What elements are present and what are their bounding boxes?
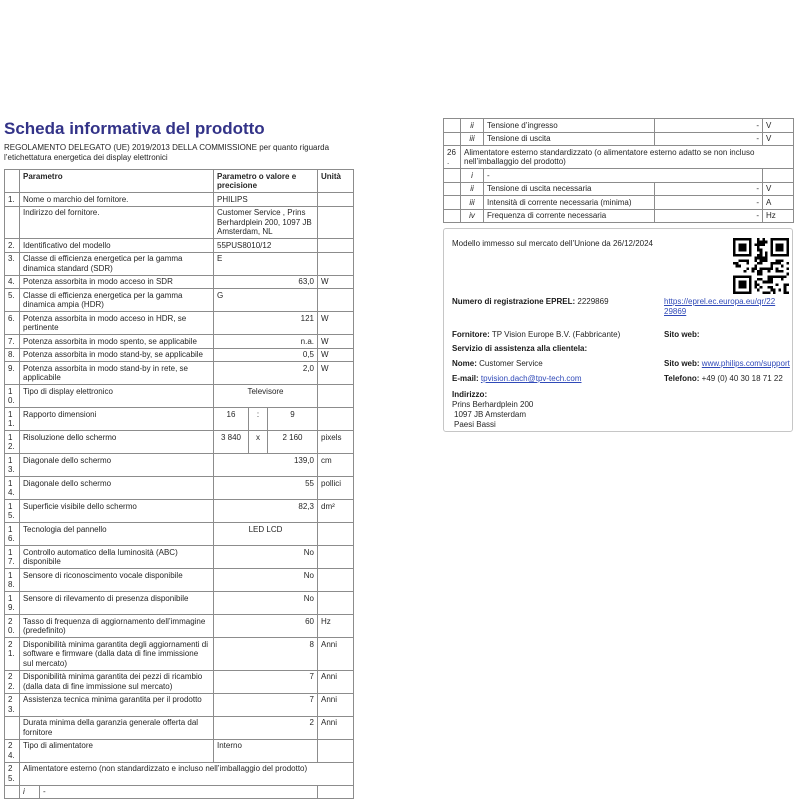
table-row: 4. Potenza assorbita in modo acceso in SDR 63,0 W — [5, 275, 354, 289]
nome-field — [452, 359, 543, 369]
market-entry-line: Modello immesso sul mercato dell’Unione da 26/12/2024 — [452, 239, 653, 248]
header-unita: Unità — [318, 170, 354, 193]
address-line: Paesi Bassi — [454, 420, 496, 429]
header-num — [5, 170, 20, 193]
table-row: 7. Potenza assorbita in modo spento, se applicabile n.a. W — [5, 335, 354, 349]
table-row: 3. Classe di efficienza energetica per la gamma dinamica standard (SDR) E — [5, 252, 354, 275]
table-row: 25. Alimentatore esterno (non standardizzato e incluso nell’imballaggio del prodotto) — [5, 762, 354, 785]
table-row: 10. Tipo di display elettronico Televisore — [5, 385, 354, 408]
address-line: 1097 JB Amsterdam — [454, 410, 527, 419]
table-row: i - — [5, 785, 354, 799]
table-row: 14. Diagonale dello schermo 55 pollici — [5, 477, 354, 500]
service-heading: Servizio di assistenza alla clientela: — [452, 344, 588, 353]
table-row: 9. Potenza assorbita in modo stand-by in rete, se applicabile 2,0 W — [5, 362, 354, 385]
email-label: E-mail: — [452, 374, 479, 383]
eprel-registration — [452, 297, 609, 307]
table-row: 17. Controllo automatico della luminosità (ABC) disponibile No — [5, 546, 354, 569]
table-row: iii Intensità di corrente necessaria (minima) - A — [444, 196, 794, 210]
table-row: 2. Identificativo del modello 55PUS8010/12 — [5, 239, 354, 253]
table-row: 18. Sensore di riconoscimento vocale disponibile No — [5, 569, 354, 592]
page-title: Scheda informativa del prodotto — [4, 119, 265, 138]
table-row: 6. Potenza assorbita in modo acceso in HDR, se pertinente 121 W — [5, 312, 354, 335]
table-row: 21. Disponibilità minima garantita degli aggiornamenti di software e firmware (dalla data di fine immissione sul mercato) 8 Anni — [5, 638, 354, 671]
table-row: 20. Tasso di frequenza di aggiornamento dell’immagine (predefinito) 60 Hz — [5, 615, 354, 638]
indirizzo-label: Indirizzo: — [452, 390, 488, 399]
fornitore-label: Fornitore: — [452, 330, 490, 339]
parameters-table-body — [5, 193, 354, 799]
qr-code-icon — [733, 238, 789, 294]
fornitore-value: TP Vision Europe B.V. (Fabbricante) — [491, 330, 621, 339]
table-row: 16. Tecnologia del pannello LED LCD — [5, 523, 354, 546]
table-row: 26. Alimentatore esterno standardizzato (o alimentatore esterno adatto se non incluso nell’imballaggio del prodotto) — [444, 146, 794, 169]
right-column — [443, 118, 793, 223]
table-header-row — [5, 170, 354, 193]
telefono-field — [664, 374, 783, 384]
email-field — [452, 374, 582, 384]
eprel-info-box — [443, 228, 793, 432]
table-row: ii Tensione d’ingresso - V — [444, 119, 794, 133]
table-row: i - — [444, 169, 794, 183]
eprel-link-line2: 29869 — [664, 307, 687, 316]
philips-support-link[interactable]: www.philips.com/support — [701, 359, 790, 368]
table-row: 22. Disponibilità minima garantita dei pezzi di ricambio (dalla data di fine immissione sul mercato) 7 Anni — [5, 670, 354, 693]
fornitore-field — [452, 330, 620, 340]
table-row: 13. Diagonale dello schermo 139,0 cm — [5, 454, 354, 477]
table-row: Durata minima della garanzia generale offerta dal fornitore 2 Anni — [5, 716, 354, 739]
regulation-subtitle: REGOLAMENTO DELEGATO (UE) 2019/2013 DELLA COMMISSIONE per quanto riguarda l’etichettatura energetica dei display elettronici — [4, 143, 330, 162]
table-row: ii Tensione di uscita necessaria - V — [444, 182, 794, 196]
table-row: iii Tensione di uscita - V — [444, 132, 794, 146]
parameters-table — [4, 169, 354, 799]
table-row: 12. Risoluzione dello schermo 3 840 x 2 160 pixels — [5, 431, 354, 454]
nome-label: Nome: — [452, 359, 477, 368]
table-row: 23. Assistenza tecnica minima garantita per il prodotto 7 Anni — [5, 693, 354, 716]
eprel-number: 2229869 — [577, 297, 609, 306]
table-row: Indirizzo del fornitore. Customer Service , Prins Berhardplein 200, 1097 JB Amsterdam, NL — [5, 206, 354, 239]
eprel-link-line1: https://eprel.ec.europa.eu/qr/22 — [664, 297, 776, 306]
address-block — [452, 400, 533, 430]
address-line: Prins Berhardplein 200 — [452, 400, 534, 409]
parameters-table-continued-body — [444, 119, 794, 223]
left-column — [4, 118, 354, 799]
email-link[interactable]: tpvision.dach@tpv-tech.com — [480, 374, 582, 383]
sito-web-field-1 — [664, 330, 700, 340]
parameters-table-continued — [443, 118, 794, 223]
table-row: 15. Superficie visibile dello schermo 82,3 dm² — [5, 500, 354, 523]
header-valore: Parametro o valore e precisione — [214, 170, 318, 193]
telefono-value: +49 (0) 40 30 18 71 22 — [701, 374, 783, 383]
header-parametro: Parametro — [20, 170, 214, 193]
sub-item-index: i — [20, 786, 40, 799]
table-row: 11. Rapporto dimensioni 16 : 9 — [5, 408, 354, 431]
table-row: 5. Classe di efficienza energetica per la gamma dinamica ampia (HDR) G — [5, 289, 354, 312]
table-row: 1. Nome o marchio del fornitore. PHILIPS — [5, 193, 354, 207]
sito-web-label-2: Sito web: — [664, 359, 700, 368]
eprel-qr-link[interactable] — [664, 297, 775, 317]
table-row: 19. Sensore di rilevamento di presenza disponibile No — [5, 592, 354, 615]
sito-web-label-1: Sito web: — [664, 330, 700, 339]
eprel-label: Numero di registrazione EPREL: — [452, 297, 576, 306]
sito-web-field-2 — [664, 359, 790, 369]
nome-value: Customer Service — [479, 359, 543, 368]
table-row: 24. Tipo di alimentatore Interno — [5, 739, 354, 762]
table-row: iv Frequenza di corrente necessaria - Hz — [444, 209, 794, 223]
table-row: 8. Potenza assorbita in modo stand-by, se applicabile 0,5 W — [5, 348, 354, 362]
telefono-label: Telefono: — [664, 374, 700, 383]
